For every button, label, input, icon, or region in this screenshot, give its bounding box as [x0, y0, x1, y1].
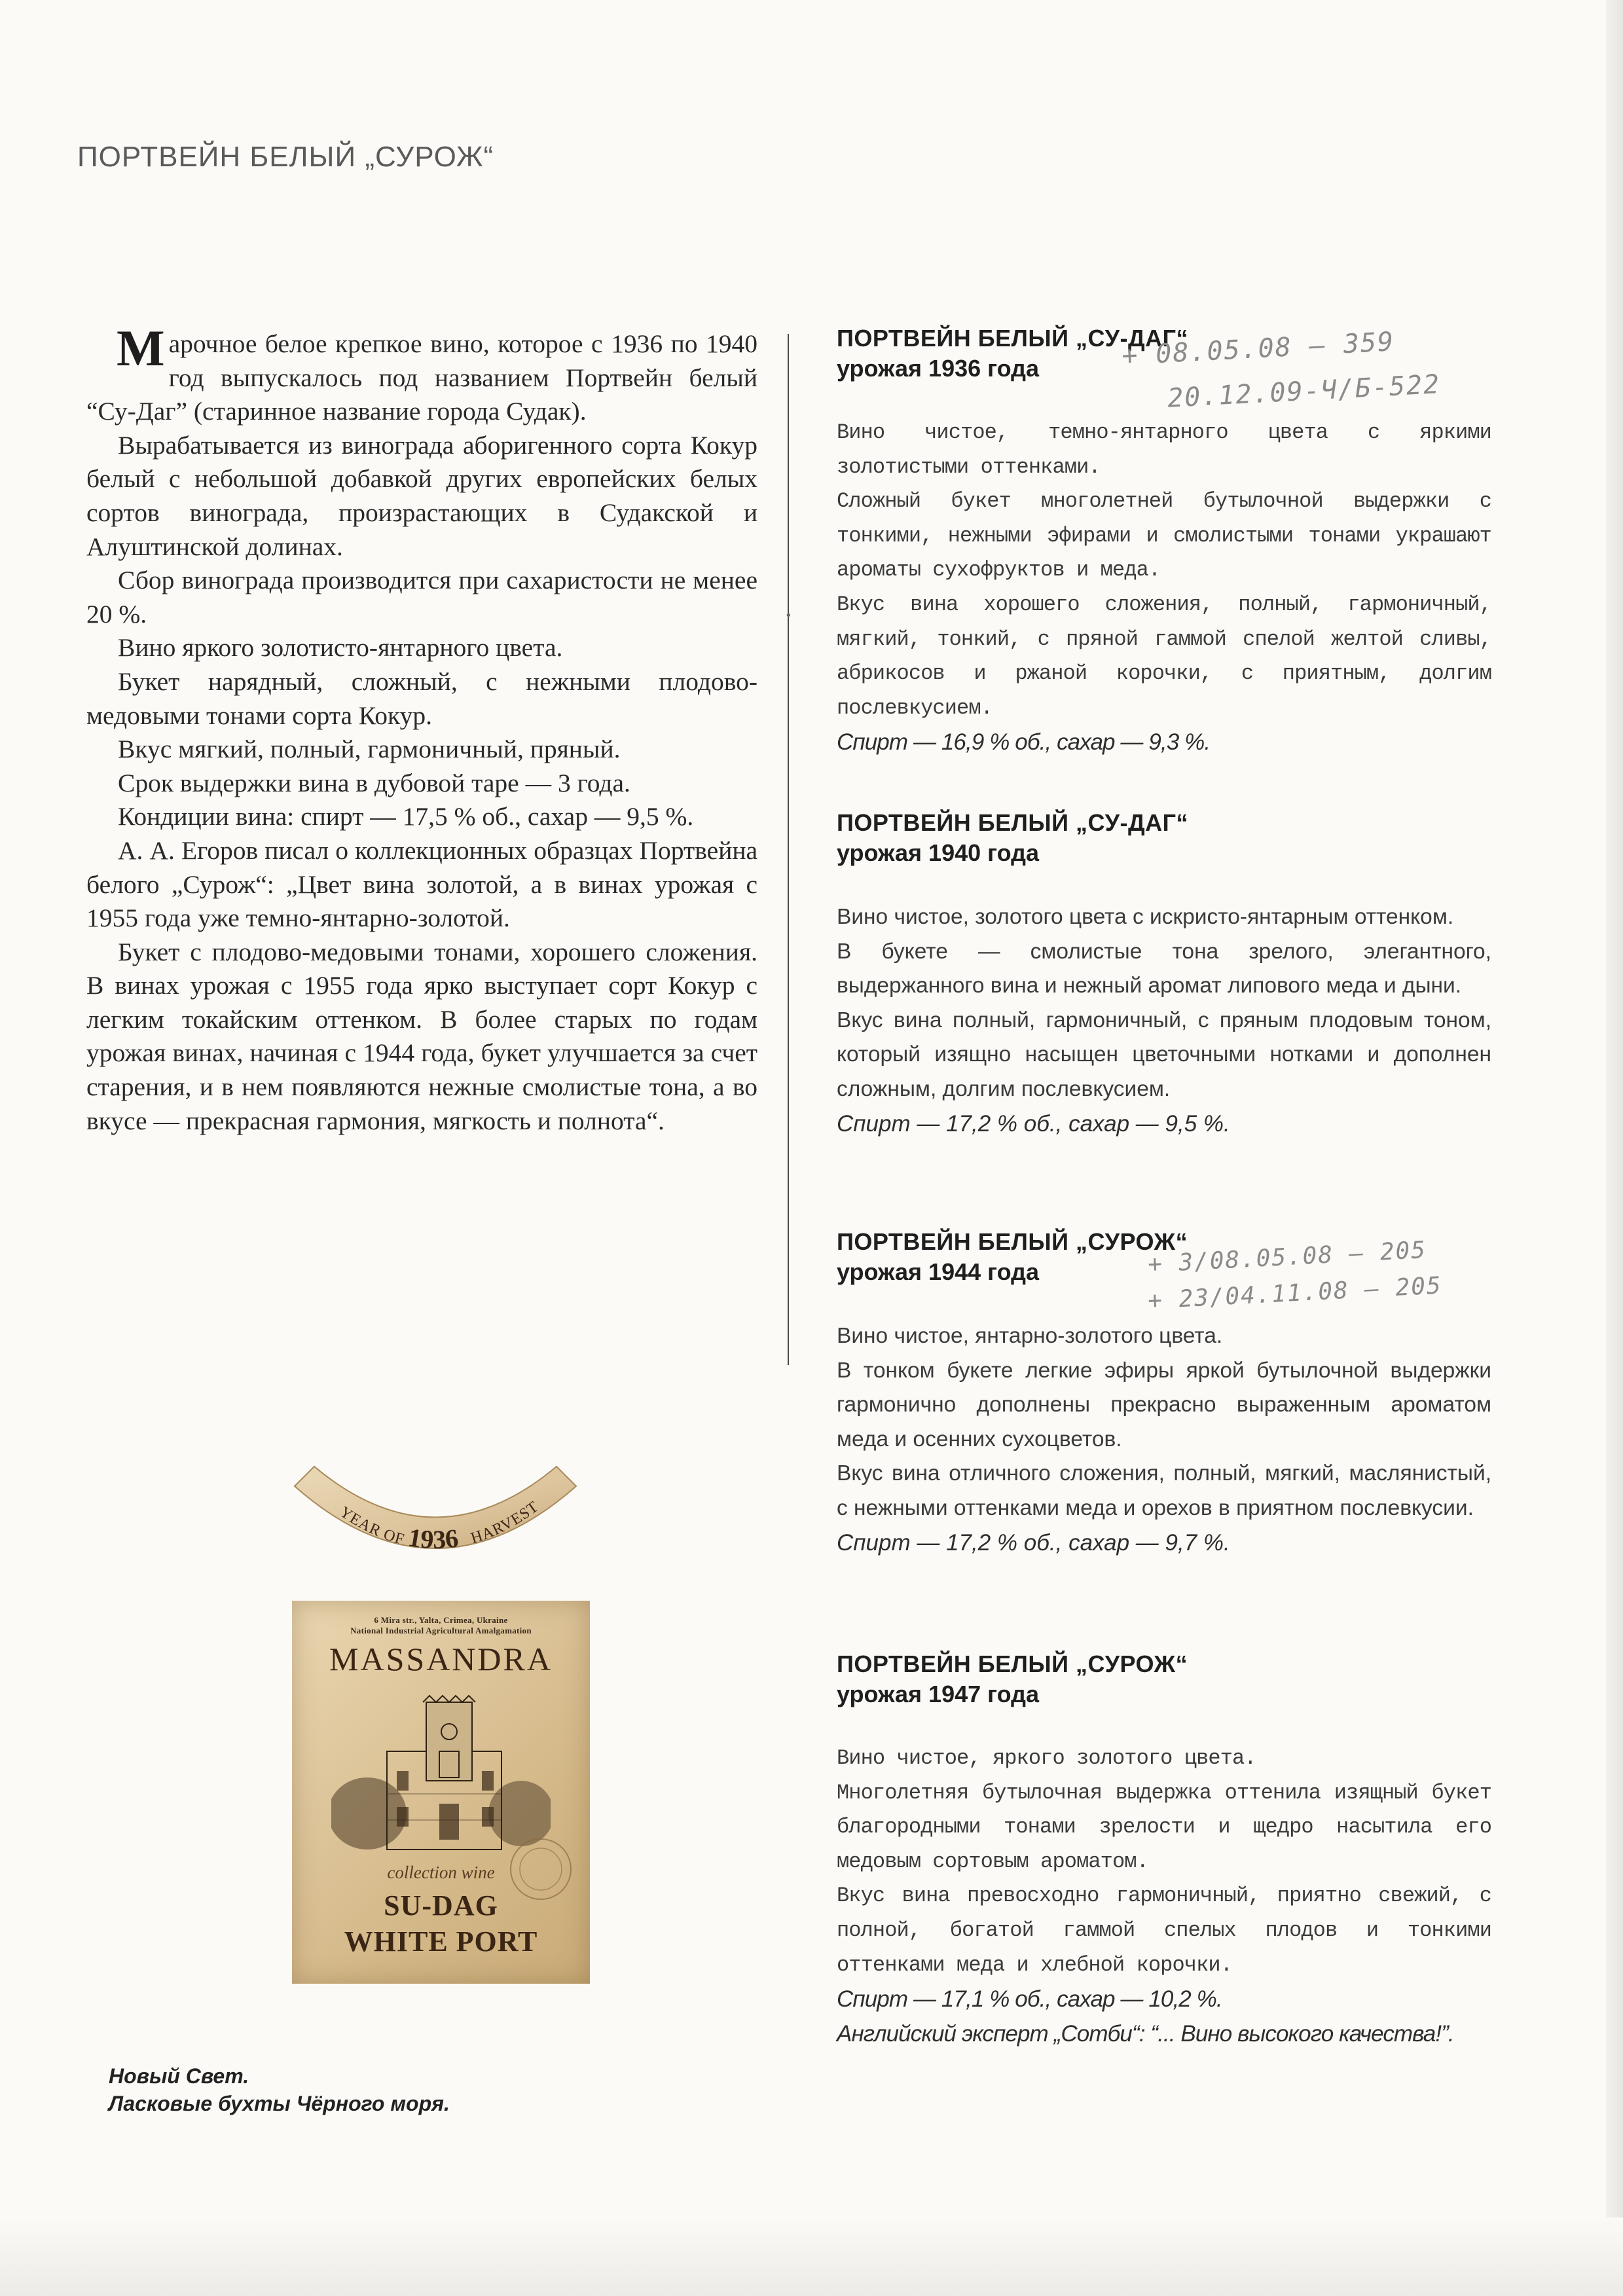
section-title: ПОРТВЕЙН БЕЛЫЙ „СУРОЖ“: [837, 1650, 1188, 1677]
vintage-section-1940: [837, 809, 1491, 1141]
expert-quote: Английский эксперт „Сотби“: “... Вино высокого качества!”.: [837, 2020, 1454, 2047]
handwritten-note: + 3/08.05.08 – 205: [1147, 1236, 1427, 1279]
window: [397, 1771, 409, 1791]
section-paragraph: Вино чистое, темно-янтарного цвета с яркими золотистыми оттенками.: [837, 420, 1491, 479]
window: [482, 1807, 494, 1827]
section-paragraph: Вкус вина превосходно гармоничный, приятно свежий, с полной, богатой гаммой спелых плодов и тонкими оттенками меда и хлебной корочки.: [837, 1884, 1491, 1977]
trees-left: [331, 1777, 407, 1850]
label-wine-name-1: SU-DAG: [384, 1889, 498, 1922]
neck-label-year-value: 1936: [406, 1522, 460, 1555]
label-wine-name-2: WHITE PORT: [344, 1925, 538, 1958]
label-address: 6 Mira str., Yalta, Crimea, Ukraine: [374, 1615, 508, 1625]
neck-label-harvest-text: HARVEST: [469, 1498, 542, 1548]
handwritten-note: 20.12.09-Ч/Б-522: [1167, 369, 1442, 414]
label-company: National Industrial Agricultural Amalgamation: [350, 1626, 532, 1635]
entrance: [439, 1804, 459, 1840]
wine-label: [292, 1601, 590, 1984]
section-year: урожая 1940 года: [837, 839, 1040, 866]
section-title: ПОРТВЕЙН БЕЛЫЙ „СУРОЖ“: [837, 1228, 1188, 1255]
intro-paragraph-5: Букет нарядный, сложный, с нежными плодово-медовыми тонами сорта Кокур.: [86, 666, 757, 730]
intro-paragraph-9: А. А. Егоров писал о коллекционных образцах Портвейна белого „Сурож“: „Цвет вина золотой, а в винах урожая с 1955 года уже темно-янтарно-золотой.: [86, 835, 757, 933]
column-divider: [788, 334, 789, 1365]
label-collection: collection wine: [387, 1863, 495, 1882]
window: [482, 1771, 494, 1791]
window: [397, 1807, 409, 1827]
section-body: [837, 1741, 1491, 2051]
section-paragraph: Вино чистое, яркого золотого цвета.: [837, 1746, 1256, 1770]
intro-paragraph-10: Букет с плодово-медовыми тонами, хорошего сложения. В винах урожая с 1955 года ярко выступает сорт Кокур с легким токайским оттенком. В более старых по годам урожая винах, начиная с 1944 года, букет улучшается за счет старения, и в нем появляются нежные смолистые тона, а во вкусе — прекрасная гармония, мягкость и полнота“.: [86, 937, 757, 1135]
section-body: [837, 1319, 1491, 1560]
intro-paragraph-3: Сбор винограда производится при сахаристости не менее 20 %.: [86, 566, 757, 629]
section-paragraph: Вкус вина полный, гармоничный, с пряным плодовым тоном, который изящно насыщен цветочными нотками и дополнен сложным, долгим послевкусием.: [837, 1008, 1491, 1101]
section-paragraph: Вино чистое, золотого цвета с искристо-янтарным оттенком.: [837, 905, 1454, 929]
section-paragraph: Многолетняя бутылочная выдержка оттенила изящный букет благородными тонами зрелости и щедро насытила его медовым сортовым ароматом.: [837, 1780, 1491, 1874]
section-year: урожая 1947 года: [837, 1681, 1040, 1707]
photo-caption: [109, 2062, 450, 2117]
caption-line-1: Новый Свет.: [109, 2064, 249, 2088]
section-paragraph: Вкус вина отличного сложения, полный, мягкий, маслянистый, с нежными оттенками меда и орехов в приятном послевкусии.: [837, 1461, 1491, 1520]
neck-label-year: [407, 1522, 460, 1554]
page-edge: [1606, 0, 1623, 2296]
section-spec: Спирт — 17,1 % об., сахар — 10,2 %.: [837, 1986, 1222, 2013]
section-year: урожая 1944 года: [837, 1258, 1040, 1285]
handwritten-note: + 23/04.11.08 – 205: [1147, 1272, 1443, 1315]
section-spec: Спирт — 17,2 % об., сахар — 9,5 %.: [837, 1110, 1230, 1137]
section-title: ПОРТВЕЙН БЕЛЫЙ „СУ-ДАГ“: [837, 325, 1189, 352]
vintage-section-1947: [837, 1650, 1491, 2051]
intro-paragraph-1-text: арочное белое крепкое вино, которое с 1936 по 1940 год выпускалось под названием Портвейн белый “Су-Даг” (старинное название города Судак).: [86, 329, 757, 426]
intro-paragraph-4: Вино яркого золотисто-янтарного цвета.: [118, 633, 563, 663]
page-title: ПОРТВЕЙН БЕЛЫЙ „СУРОЖ“: [77, 141, 494, 173]
intro-paragraph-8: Кондиции вина: спирт — 17,5 % об., сахар — 9,5 %.: [118, 802, 694, 831]
page-bottom-shadow: [0, 2217, 1623, 2296]
section-body: [837, 900, 1491, 1141]
caption-line-2: Ласковые бухты Чёрного моря.: [109, 2092, 450, 2115]
intro-paragraph-7: Срок выдержки вина в дубовой таре — 3 года.: [118, 768, 630, 797]
battlements: [423, 1696, 475, 1702]
section-spec: Спирт — 16,9 % об., сахар — 9,3 %.: [837, 729, 1211, 756]
drop-cap: М: [117, 319, 165, 376]
handwritten-note: + 08.05.08 – 359: [1121, 327, 1396, 371]
castle-tower: [426, 1702, 472, 1781]
intro-text: [86, 319, 757, 1138]
section-title: ПОРТВЕЙН БЕЛЫЙ „СУ-ДАГ“: [837, 809, 1189, 836]
section-paragraph: Вкус вина хорошего сложения, полный, гармоничный, мягкий, тонкий, с пряной гаммой спелой желтой сливы, абрикосов и ржаной корочки, с приятным, долгим послевкусием.: [837, 592, 1491, 720]
label-brand: MASSANDRA: [329, 1641, 553, 1677]
section-paragraph: В тонком букете легкие эфиры яркой бутылочной выдержки гармонично дополнены прекрасно выраженным ароматом меда и осенних сухоцветов.: [837, 1358, 1491, 1451]
intro-paragraph-1: [86, 319, 757, 429]
neck-label: [288, 1460, 583, 1604]
stray-mark: •: [785, 609, 792, 623]
section-paragraph: В букете — смолистые тона зрелого, элегантного, выдержанного вина и нежный аромат липового меда и дыни.: [837, 939, 1491, 998]
intro-paragraph-6: Вкус мягкий, полный, гармоничный, пряный.: [118, 735, 621, 764]
section-spec: Спирт — 17,2 % об., сахар — 9,7 %.: [837, 1529, 1230, 1556]
section-body: [837, 416, 1491, 760]
neck-label-year-of: YEAR OF: [337, 1503, 407, 1549]
intro-paragraph-2: Вырабатывается из винограда аборигенного сорта Кокур белый с небольшой добавкой других европейских белых сортов винограда, произрастающих в Судакской и Алуштинской долинах.: [86, 430, 757, 561]
section-paragraph: Вино чистое, янтарно-золотого цвета.: [837, 1324, 1223, 1348]
section-paragraph: Сложный букет многолетней бутылочной выдержки с тонкими, нежными эфирами и смолистыми тонами украшают ароматы сухофруктов и меда.: [837, 489, 1491, 583]
section-year: урожая 1936 года: [837, 355, 1040, 382]
